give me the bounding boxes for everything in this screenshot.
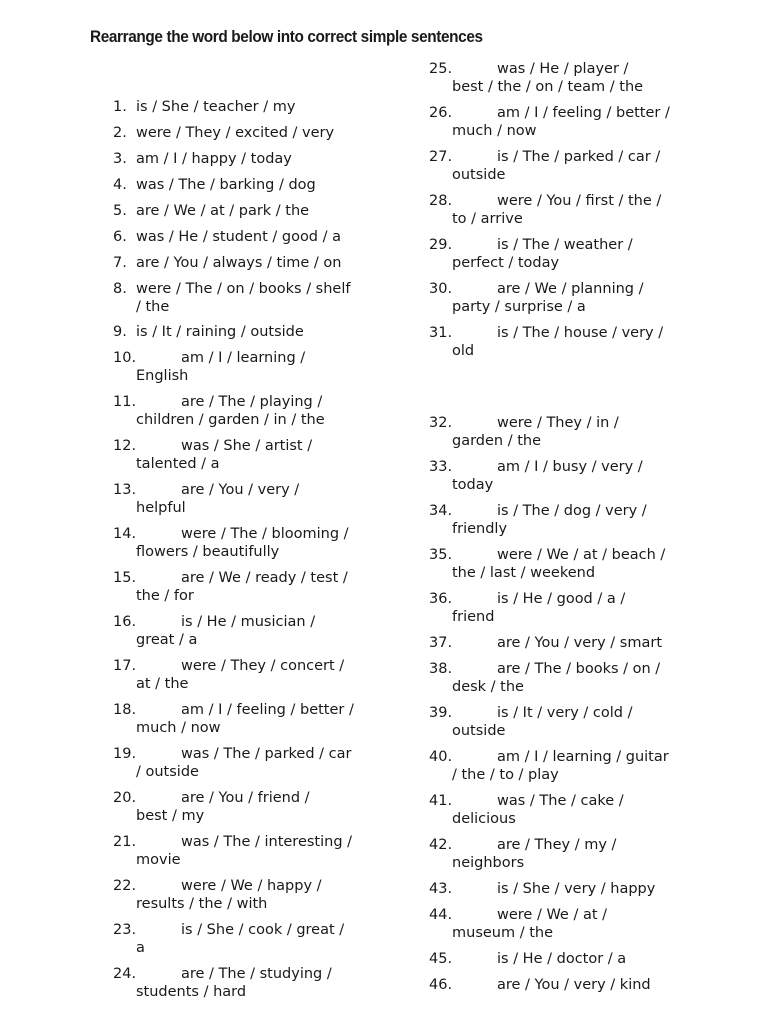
item-text-line-1: were / We / at /	[497, 907, 608, 923]
item-text-line-1: was / The / cake /	[497, 793, 624, 809]
list-item	[429, 192, 684, 228]
item-text-line-2: students / hard	[136, 984, 247, 1000]
item-text-line-1: am / I / learning /	[181, 350, 306, 366]
list-item	[429, 280, 684, 316]
list-item	[113, 349, 368, 385]
item-number: 33.	[429, 459, 453, 475]
list-item	[429, 590, 684, 626]
item-text-line-2: flowers / beautifully	[136, 544, 280, 560]
item-number: 40.	[429, 749, 453, 765]
list-item	[429, 104, 684, 140]
item-text-line-1: was / The / interesting /	[181, 834, 353, 850]
list-item	[429, 60, 684, 96]
list-item	[429, 458, 684, 494]
item-text-line-1: is / The / weather /	[497, 237, 633, 253]
list-item	[429, 546, 684, 582]
list-item	[429, 634, 684, 652]
item-number: 14.	[113, 526, 137, 542]
item-text-line-1: is / It / raining / outside	[136, 324, 304, 340]
item-text-line-1: is / He / musician /	[181, 614, 316, 630]
list-item	[113, 124, 368, 142]
item-text-line-2: the / last / weekend	[452, 565, 596, 581]
item-number: 44.	[429, 907, 453, 923]
item-number: 24.	[113, 966, 137, 982]
item-text-line-1: is / She / teacher / my	[136, 99, 296, 115]
item-text-line-1: are / You / always / time / on	[136, 255, 342, 271]
item-text-line-2: outside	[452, 723, 506, 739]
list-item	[113, 701, 368, 737]
item-text-line-1: are / We / ready / test /	[181, 570, 348, 586]
item-text-line-2: at / the	[136, 676, 189, 692]
item-text-line-2: garden / the	[452, 433, 542, 449]
item-number: 22.	[113, 878, 137, 894]
item-text-line-2: much / now	[136, 720, 221, 736]
item-number: 31.	[429, 325, 453, 341]
item-text-line-1: were / We / happy /	[181, 878, 322, 894]
item-text-line-2: friendly	[452, 521, 508, 537]
item-number: 32.	[429, 415, 453, 431]
item-text-line-1: were / The / blooming /	[181, 526, 349, 542]
item-text-line-2: neighbors	[452, 855, 525, 871]
list-item	[113, 176, 368, 194]
list-item	[429, 414, 684, 450]
list-item	[113, 323, 368, 341]
item-text-line-2: helpful	[136, 500, 186, 516]
list-item	[113, 150, 368, 168]
list-item	[429, 792, 684, 828]
item-text-line-2: desk / the	[452, 679, 524, 695]
item-number: 9.	[113, 324, 127, 340]
item-text-line-2: best / my	[136, 808, 205, 824]
list-item	[113, 481, 368, 517]
item-text-line-1: was / She / artist /	[181, 438, 313, 454]
item-text-line-1: was / The / barking / dog	[136, 177, 316, 193]
item-text-line-2: / the	[136, 299, 170, 315]
item-text-line-2: today	[452, 477, 494, 493]
list-item	[113, 921, 368, 957]
item-text-line-2: talented / a	[136, 456, 220, 472]
item-number: 43.	[429, 881, 453, 897]
list-item	[113, 437, 368, 473]
item-text-line-2: much / now	[452, 123, 537, 139]
item-number: 25.	[429, 61, 453, 77]
list-item	[113, 877, 368, 913]
item-number: 17.	[113, 658, 137, 674]
item-text-line-1: are / We / at / park / the	[136, 203, 310, 219]
item-number: 45.	[429, 951, 453, 967]
item-number: 8.	[113, 281, 127, 297]
item-number: 46.	[429, 977, 453, 993]
list-item	[429, 976, 684, 994]
list-item	[113, 965, 368, 1001]
item-text-line-1: am / I / learning / guitar	[497, 749, 669, 765]
item-text-line-2: English	[136, 368, 189, 384]
item-text-line-1: was / The / parked / car	[181, 746, 352, 762]
page-title: Rearrange the word below into correct simple sentences	[90, 28, 483, 46]
item-text-line-1: are / They / my /	[497, 837, 617, 853]
item-text-line-2: friend	[452, 609, 495, 625]
item-text-line-1: am / I / feeling / better /	[497, 105, 670, 121]
list-item	[113, 98, 368, 116]
item-number: 5.	[113, 203, 127, 219]
item-text-line-1: are / You / very / kind	[497, 977, 651, 993]
list-item	[429, 502, 684, 538]
list-item	[113, 569, 368, 605]
item-text-line-2: great / a	[136, 632, 198, 648]
item-number: 23.	[113, 922, 137, 938]
list-item	[429, 880, 684, 898]
list-item	[113, 745, 368, 781]
item-number: 29.	[429, 237, 453, 253]
item-text-line-1: was / He / student / good / a	[136, 229, 342, 245]
item-number: 35.	[429, 547, 453, 563]
list-item	[429, 324, 684, 360]
item-text-line-1: were / The / on / books / shelf	[136, 281, 351, 297]
list-item	[429, 704, 684, 740]
item-number: 21.	[113, 834, 137, 850]
item-text-line-1: were / They / excited / very	[136, 125, 335, 141]
item-text-line-1: are / The / playing /	[181, 394, 323, 410]
item-text-line-1: is / The / parked / car /	[497, 149, 661, 165]
item-text-line-1: were / You / first / the /	[497, 193, 662, 209]
item-number: 6.	[113, 229, 127, 245]
item-text-line-1: am / I / happy / today	[136, 151, 292, 167]
item-text-line-1: were / They / concert /	[181, 658, 345, 674]
item-number: 7.	[113, 255, 127, 271]
item-text-line-2: a	[136, 940, 145, 956]
list-item	[113, 254, 368, 272]
item-number: 19.	[113, 746, 137, 762]
item-text-line-1: is / He / good / a /	[497, 591, 626, 607]
item-text-line-2: the / for	[136, 588, 194, 604]
item-text-line-1: are / You / very /	[181, 482, 300, 498]
item-number: 39.	[429, 705, 453, 721]
item-text-line-1: were / They / in /	[497, 415, 619, 431]
item-number: 34.	[429, 503, 453, 519]
item-text-line-1: is / He / doctor / a	[497, 951, 627, 967]
item-text-line-2: party / surprise / a	[452, 299, 586, 315]
item-text-line-1: am / I / busy / very /	[497, 459, 643, 475]
list-item	[429, 950, 684, 968]
item-text-line-2: / the / to / play	[452, 767, 559, 783]
item-text-line-1: is / It / very / cold /	[497, 705, 633, 721]
item-text-line-2: outside	[452, 167, 506, 183]
list-item	[429, 748, 684, 784]
list-item	[429, 236, 684, 272]
item-text-line-2: delicious	[452, 811, 516, 827]
list-item	[113, 789, 368, 825]
item-text-line-1: am / I / feeling / better /	[181, 702, 354, 718]
list-item	[113, 657, 368, 693]
item-text-line-1: are / You / very / smart	[497, 635, 663, 651]
item-text-line-1: is / The / dog / very /	[497, 503, 647, 519]
item-text-line-1: is / She / cook / great /	[181, 922, 345, 938]
item-text-line-1: are / The / books / on /	[497, 661, 661, 677]
item-text-line-2: children / garden / in / the	[136, 412, 325, 428]
item-number: 2.	[113, 125, 127, 141]
item-number: 13.	[113, 482, 137, 498]
list-item	[113, 393, 368, 429]
list-item	[113, 613, 368, 649]
list-item	[429, 836, 684, 872]
item-text-line-2: movie	[136, 852, 181, 868]
item-text-line-1: is / She / very / happy	[497, 881, 656, 897]
item-text-line-2: / outside	[136, 764, 199, 780]
item-number: 42.	[429, 837, 453, 853]
item-text-line-2: results / the / with	[136, 896, 268, 912]
item-number: 26.	[429, 105, 453, 121]
list-item	[113, 525, 368, 561]
item-number: 41.	[429, 793, 453, 809]
item-number: 37.	[429, 635, 453, 651]
item-number: 11.	[113, 394, 137, 410]
item-number: 3.	[113, 151, 127, 167]
item-number: 10.	[113, 350, 137, 366]
item-text-line-1: was / He / player /	[497, 61, 629, 77]
item-number: 12.	[113, 438, 137, 454]
item-number: 18.	[113, 702, 137, 718]
item-text-line-2: old	[452, 343, 475, 359]
item-text-line-1: are / You / friend /	[181, 790, 310, 806]
item-number: 30.	[429, 281, 453, 297]
list-item	[429, 148, 684, 184]
list-item	[429, 906, 684, 942]
item-number: 1.	[113, 99, 127, 115]
item-number: 20.	[113, 790, 137, 806]
item-text-line-1: were / We / at / beach /	[497, 547, 666, 563]
item-number: 4.	[113, 177, 127, 193]
item-text-line-2: to / arrive	[452, 211, 523, 227]
item-text-line-1: are / We / planning /	[497, 281, 644, 297]
item-number: 38.	[429, 661, 453, 677]
item-text-line-2: museum / the	[452, 925, 554, 941]
item-number: 15.	[113, 570, 137, 586]
list-item	[113, 202, 368, 220]
list-item	[113, 228, 368, 246]
item-text-line-1: are / The / studying /	[181, 966, 332, 982]
list-item	[113, 833, 368, 869]
item-number: 36.	[429, 591, 453, 607]
item-text-line-1: is / The / house / very /	[497, 325, 664, 341]
list-item	[113, 280, 368, 316]
item-number: 28.	[429, 193, 453, 209]
list-item	[429, 660, 684, 696]
item-text-line-2: perfect / today	[452, 255, 560, 271]
item-number: 16.	[113, 614, 137, 630]
item-number: 27.	[429, 149, 453, 165]
item-text-line-2: best / the / on / team / the	[452, 79, 644, 95]
